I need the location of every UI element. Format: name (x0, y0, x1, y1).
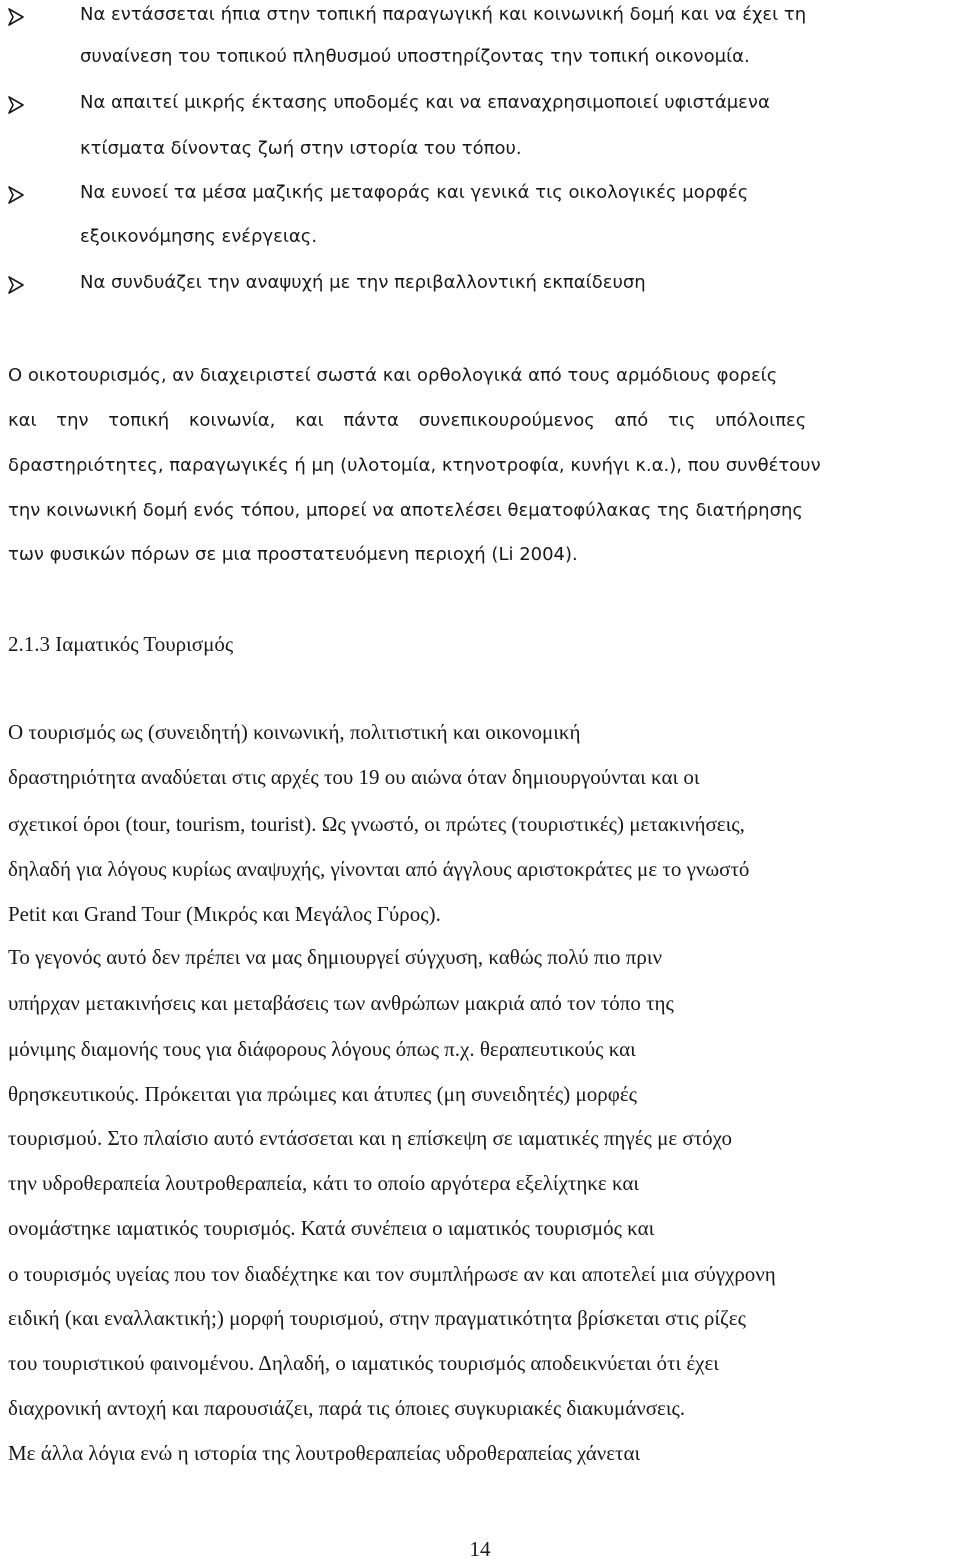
paragraph-line: ειδική (και εναλλακτική;) μορφή τουρισμού, στην πραγματικότητα βρίσκεται στις ρίζες (8, 1306, 746, 1330)
paragraph-line: των φυσικών πόρων σε μια προστατευόμενη περιοχή (Li 2004). (8, 544, 578, 565)
paragraph-line: σχετικοί όροι (tour, tourism, tourist). Ως γνωστό, οι πρώτες (τουριστικές) μετακινήσεις, (8, 812, 745, 836)
bullet-2-line-2: κτίσματα δίνοντας ζωή στην ιστορία του τόπου. (80, 138, 522, 159)
paragraph-line: μόνιμης διαμονής τους για διάφορους λόγους όπως π.χ. θεραπευτικούς και (8, 1037, 636, 1061)
paragraph-line: θρησκευτικούς. Πρόκειται για πρώιμες και άτυπες (μη συνειδητές) μορφές (8, 1082, 637, 1106)
page-number: 14 (469, 1537, 491, 1561)
arrow-bullet-icon (8, 8, 24, 26)
paragraph-line: δηλαδή για λόγους κυρίως αναψυχής, γίνονται από άγγλους αριστοκράτες με το γνωστό (8, 857, 750, 881)
paragraph-line: ονομάστηκε ιαματικός τουρισμός. Κατά συνέπεια ο ιαματικός τουρισμός και (8, 1216, 655, 1240)
paragraph-line: διαχρονική αντοχή και παρουσιάζει, παρά τις όποιες συγκυριακές διακυμάνσεις. (8, 1396, 686, 1420)
bullet-3-line-2: εξοικονόμησης ενέργειας. (80, 226, 318, 247)
paragraph-line: δραστηριότητα αναδύεται στις αρχές του 19 ου αιώνα όταν δημιουργούνται και οι (8, 765, 700, 789)
paragraph-line: Με άλλα λόγια ενώ η ιστορία της λουτροθεραπείας υδροθεραπείας χάνεται (8, 1441, 641, 1465)
paragraph-line: και την τοπική κοινωνία, και πάντα συνεπικουρούμενος από τις υπόλοιπες (8, 410, 807, 431)
paragraph-line: ο τουρισμός υγείας που τον διαδέχτηκε και τον συμπλήρωσε αν και αποτελεί μια σύγχρονη (8, 1262, 776, 1286)
bullet-3-line-1: Να ευνοεί τα μέσα μαζικής μεταφοράς και γενικά τις οικολογικές μορφές (80, 182, 749, 203)
paragraph-line: Ο οικοτουρισμός, αν διαχειριστεί σωστά και ορθολογικά από τους αρμόδιους φορείς (8, 365, 778, 386)
paragraph-line: Ο τουρισμός ως (συνειδητή) κοινωνική, πολιτιστική και οικονομική (8, 720, 581, 744)
paragraph-line: Petit και Grand Tour (Μικρός και Μεγάλος Γύρος). (8, 902, 441, 926)
paragraph-line: τουρισμού. Στο πλαίσιο αυτό εντάσσεται και η επίσκεψη σε ιαματικές πηγές με στόχο (8, 1126, 733, 1150)
arrow-bullet-icon (8, 96, 24, 114)
paragraph-line: δραστηριότητες, παραγωγικές ή μη (υλοτομία, κτηνοτροφία, κυνήγι κ.α.), που συνθέτουν (8, 455, 821, 476)
paragraph-line: Το γεγονός αυτό δεν πρέπει να μας δημιουργεί σύγχυση, καθώς πολύ πιο πριν (8, 945, 663, 969)
bullet-1-line-2: συναίνεση του τοπικού πληθυσμού υποστηρίζοντας την τοπική οικονομία. (80, 46, 750, 67)
bullet-4-line-1: Να συνδυάζει την αναψυχή με την περιβαλλοντική εκπαίδευση (80, 272, 646, 293)
paragraph-line: την κοινωνική δομή ενός τόπου, μπορεί να αποτελέσει θεματοφύλακας της διατήρησης (8, 500, 803, 521)
arrow-bullet-icon (8, 186, 24, 204)
section-heading: 2.1.3 Ιαματικός Τουρισμός (8, 632, 234, 656)
paragraph-line: του τουριστικού φαινομένου. Δηλαδή, ο ιαματικός τουρισμός αποδεικνύεται ότι έχει (8, 1351, 719, 1375)
bullet-1-line-1: Να εντάσσεται ήπια στην τοπική παραγωγική και κοινωνική δομή και να έχει τη (80, 4, 807, 25)
paragraph-line: την υδροθεραπεία λουτροθεραπεία, κάτι το οποίο αργότερα εξελίχτηκε και (8, 1171, 640, 1195)
bullet-2-line-1: Να απαιτεί μικρής έκτασης υποδομές και να επαναχρησιμοποιεί υφιστάμενα (80, 92, 770, 113)
paragraph-line: υπήρχαν μετακινήσεις και μεταβάσεις των ανθρώπων μακριά από τον τόπο της (8, 991, 674, 1015)
arrow-bullet-icon (8, 276, 24, 294)
